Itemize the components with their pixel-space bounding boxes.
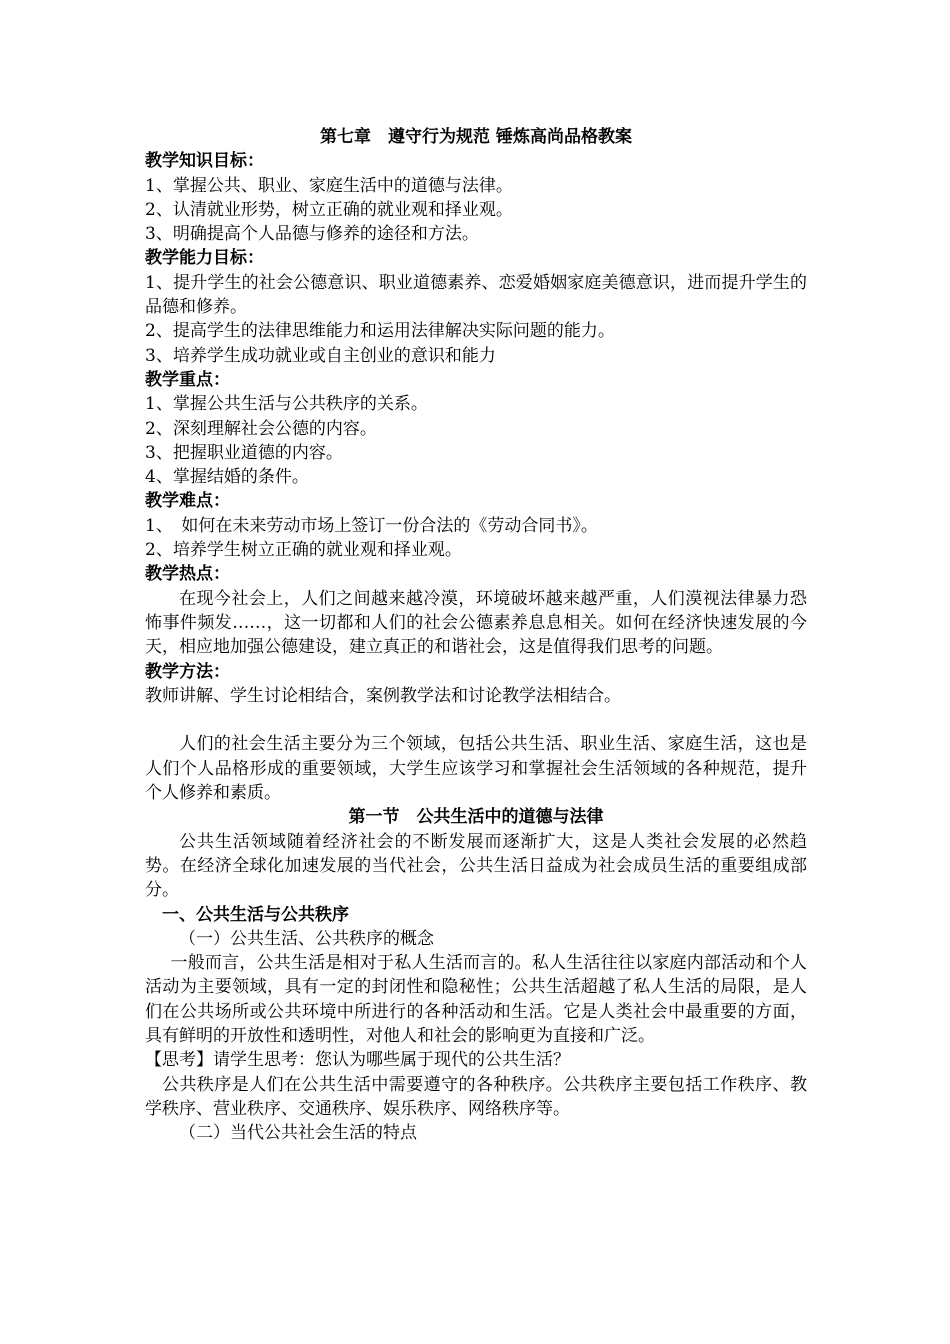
list-item: 2、认清就业形势，树立正确的就业观和择业观。	[145, 199, 513, 220]
difficulty-heading: 教学难点：	[145, 491, 230, 512]
think-prompt: 【思考】请学生思考：您认为哪些属于现代的公共生活？	[145, 1050, 570, 1071]
hot-paragraph: 在现今社会上，人们之间越来越冷漠，环境破坏越来越严重，人们漠视法律暴力恐怖事件频发……，这一切都和人们的社会公德素养息息相关。如何在经济快速发展的今天，相应地加强公德建设，建立真正的和谐社会，这是值得我们思考的问题。	[145, 588, 807, 658]
list-item: 3、培养学生成功就业或自主创业的意识和能力	[145, 345, 496, 366]
document-page	[145, 125, 807, 1145]
list-item: 4、掌握结婚的条件。	[145, 467, 309, 488]
list-item: 2、深刻理解社会公德的内容。	[145, 418, 377, 439]
list-item: 2、培养学生树立正确的就业观和择业观。	[145, 540, 462, 561]
list-item: 1、掌握公共生活与公共秩序的关系。	[145, 394, 428, 415]
subsection-heading: （二）当代公共社会生活的特点	[179, 1123, 417, 1144]
order-paragraph: 公共秩序是人们在公共生活中需要遵守的各种秩序。公共秩序主要包括工作秩序、教学秩序、营业秩序、交通秩序、娱乐秩序、网络秩序等。	[145, 1074, 807, 1119]
blank-line	[145, 708, 807, 732]
list-item: 1、 如何在未来劳动市场上签订一份合法的《劳动合同书》。	[145, 515, 598, 536]
document-title: 第七章 遵守行为规范 锤炼高尚品格教案	[320, 127, 632, 147]
list-item: 3、明确提高个人品德与修养的途径和方法。	[145, 224, 479, 245]
knowledge-heading: 教学知识目标：	[145, 151, 264, 172]
method-paragraph: 教师讲解、学生讨论相结合，案例教学法和讨论教学法相结合。	[145, 685, 621, 706]
list-item: 3、把握职业道德的内容。	[145, 442, 343, 463]
method-heading: 教学方法：	[145, 661, 230, 682]
section-intro-paragraph: 公共生活领域随着经济社会的不断发展而逐渐扩大，这是人类社会发展的必然趋势。在经济全球化加速发展的当代社会，公共生活日益成为社会成员生活的重要组成部分。	[145, 831, 807, 901]
ability-heading: 教学能力目标：	[145, 248, 264, 269]
list-item: 2、提高学生的法律思维能力和运用法律解决实际问题的能力。	[145, 321, 615, 342]
part-heading: 一、公共生活与公共秩序	[162, 904, 349, 925]
intro-paragraph: 人们的社会生活主要分为三个领域，包括公共生活、职业生活、家庭生活，这也是人们个人品格形成的重要领域，大学生应该学习和掌握社会生活领域的各种规范，提升个人修养和素质。	[145, 734, 807, 804]
subsection-heading: （一）公共生活、公共秩序的概念	[179, 928, 434, 949]
section-title: 第一节 公共生活中的道德与法律	[348, 807, 604, 828]
list-item: 1、提升学生的社会公德意识、职业道德素养、恋爱婚姻家庭美德意识，进而提升学生的品德和修养。	[145, 272, 807, 318]
list-item: 1、掌握公共、职业、家庭生活中的道德与法律。	[145, 175, 513, 196]
key-heading: 教学重点：	[145, 369, 230, 390]
hot-heading: 教学热点：	[145, 564, 230, 585]
concept-paragraph: 一般而言，公共生活是相对于私人生活而言的。私人生活往往以家庭内部活动和个人活动为主要领域，具有一定的封闭性和隐秘性；公共生活超越了私人生活的局限，是人们在公共场所或公共环境中所进行的各种活动和生活。它是人类社会中最重要的方面，具有鲜明的开放性和透明性，对他人和社会的影响更为直接和广泛。	[145, 953, 807, 1046]
